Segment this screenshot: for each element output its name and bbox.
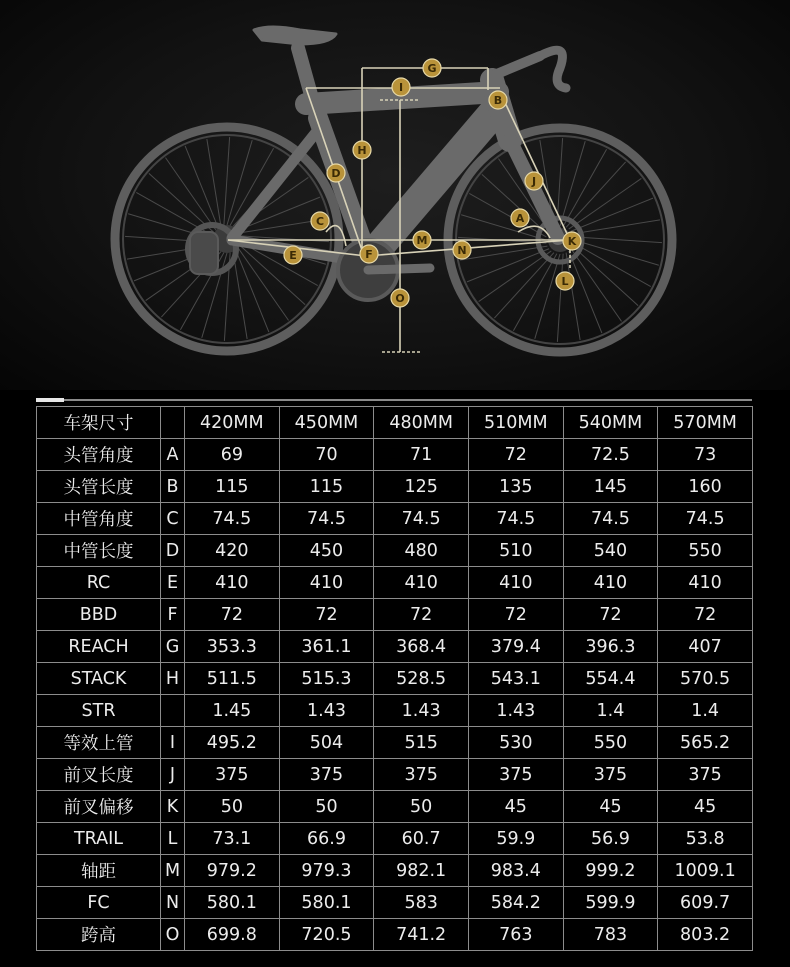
- row-label: 跨高: [37, 919, 161, 951]
- row-code: H: [161, 663, 185, 695]
- table-row: [37, 791, 753, 823]
- row-label: STACK: [37, 663, 161, 695]
- row-value: 407: [658, 631, 753, 663]
- marker-label: M: [416, 234, 428, 247]
- row-code: J: [161, 759, 185, 791]
- row-value: 70: [279, 439, 374, 471]
- row-value: 528.5: [374, 663, 469, 695]
- table-header-row: [37, 407, 753, 439]
- table-row: [37, 599, 753, 631]
- row-label: 头管长度: [37, 471, 161, 503]
- row-value: 50: [374, 791, 469, 823]
- header-size: 510MM: [468, 407, 563, 439]
- marker-label: F: [365, 248, 373, 261]
- marker-label: L: [561, 275, 569, 288]
- row-value: 72.5: [563, 439, 658, 471]
- table-row: [37, 855, 753, 887]
- table-row: [37, 695, 753, 727]
- row-value: 609.7: [658, 887, 753, 919]
- row-code: N: [161, 887, 185, 919]
- marker-a: [511, 209, 529, 227]
- row-label: 中管长度: [37, 535, 161, 567]
- row-value: 763: [468, 919, 563, 951]
- row-value: 379.4: [468, 631, 563, 663]
- row-value: 580.1: [279, 887, 374, 919]
- row-value: 599.9: [563, 887, 658, 919]
- row-value: 420: [185, 535, 280, 567]
- table-row: [37, 503, 753, 535]
- row-value: 410: [563, 567, 658, 599]
- row-value: 74.5: [468, 503, 563, 535]
- row-value: 983.4: [468, 855, 563, 887]
- row-value: 1.43: [468, 695, 563, 727]
- marker-label: J: [531, 175, 537, 188]
- marker-label: E: [289, 249, 297, 262]
- row-value: 73.1: [185, 823, 280, 855]
- table-row: [37, 663, 753, 695]
- marker-c: [311, 212, 329, 230]
- header-size: 420MM: [185, 407, 280, 439]
- row-label: 前叉长度: [37, 759, 161, 791]
- row-value: 1.43: [279, 695, 374, 727]
- row-value: 410: [279, 567, 374, 599]
- row-value: 504: [279, 727, 374, 759]
- row-value: 410: [468, 567, 563, 599]
- row-value: 115: [279, 471, 374, 503]
- row-value: 72: [563, 599, 658, 631]
- marker-e: [284, 246, 302, 264]
- row-value: 783: [563, 919, 658, 951]
- row-value: 45: [468, 791, 563, 823]
- row-value: 543.1: [468, 663, 563, 695]
- row-value: 540: [563, 535, 658, 567]
- row-value: 982.1: [374, 855, 469, 887]
- marker-m: [413, 231, 431, 249]
- row-value: 375: [185, 759, 280, 791]
- row-value: 375: [468, 759, 563, 791]
- row-label: 等效上管: [37, 727, 161, 759]
- row-code: L: [161, 823, 185, 855]
- row-value: 375: [563, 759, 658, 791]
- row-value: 480: [374, 535, 469, 567]
- row-code: I: [161, 727, 185, 759]
- row-value: 375: [374, 759, 469, 791]
- table-row: [37, 727, 753, 759]
- row-value: 396.3: [563, 631, 658, 663]
- row-value: 979.3: [279, 855, 374, 887]
- row-value: 495.2: [185, 727, 280, 759]
- row-value: 550: [658, 535, 753, 567]
- row-value: 410: [374, 567, 469, 599]
- marker-label: B: [493, 94, 503, 107]
- marker-label: A: [515, 212, 525, 225]
- header-frame-size-label: 车架尺寸: [37, 407, 161, 439]
- row-value: 999.2: [563, 855, 658, 887]
- row-value: 56.9: [563, 823, 658, 855]
- row-value: 60.7: [374, 823, 469, 855]
- row-code: M: [161, 855, 185, 887]
- row-value: 74.5: [374, 503, 469, 535]
- row-value: 1009.1: [658, 855, 753, 887]
- row-value: 74.5: [563, 503, 658, 535]
- row-value: 72: [468, 599, 563, 631]
- row-label: FC: [37, 887, 161, 919]
- row-value: 554.4: [563, 663, 658, 695]
- row-value: 515.3: [279, 663, 374, 695]
- marker-label: O: [395, 292, 405, 305]
- row-value: 71: [374, 439, 469, 471]
- row-value: 72: [468, 439, 563, 471]
- table-row: [37, 919, 753, 951]
- row-value: 135: [468, 471, 563, 503]
- header-code: [161, 407, 185, 439]
- marker-label: G: [427, 62, 437, 75]
- row-value: 550: [563, 727, 658, 759]
- row-value: 584.2: [468, 887, 563, 919]
- row-label: 中管角度: [37, 503, 161, 535]
- row-value: 511.5: [185, 663, 280, 695]
- row-value: 74.5: [185, 503, 280, 535]
- row-value: 741.2: [374, 919, 469, 951]
- row-value: 72: [185, 599, 280, 631]
- row-value: 720.5: [279, 919, 374, 951]
- row-value: 45: [563, 791, 658, 823]
- marker-j: [525, 172, 543, 190]
- header-size: 450MM: [279, 407, 374, 439]
- row-code: C: [161, 503, 185, 535]
- marker-g: [423, 59, 441, 77]
- row-value: 74.5: [658, 503, 753, 535]
- marker-label: I: [398, 81, 404, 94]
- row-value: 1.4: [563, 695, 658, 727]
- row-value: 145: [563, 471, 658, 503]
- row-value: 375: [658, 759, 753, 791]
- marker-k: [563, 232, 581, 250]
- row-value: 1.4: [658, 695, 753, 727]
- row-value: 368.4: [374, 631, 469, 663]
- marker-label: N: [457, 244, 467, 257]
- table-row: [37, 759, 753, 791]
- row-value: 74.5: [279, 503, 374, 535]
- row-value: 45: [658, 791, 753, 823]
- table-row: [37, 887, 753, 919]
- geometry-table: [36, 406, 753, 951]
- header-size: 540MM: [563, 407, 658, 439]
- row-value: 115: [185, 471, 280, 503]
- marker-o: [391, 289, 409, 307]
- row-value: 125: [374, 471, 469, 503]
- row-label: 头管角度: [37, 439, 161, 471]
- row-code: D: [161, 535, 185, 567]
- row-label: BBD: [37, 599, 161, 631]
- row-value: 53.8: [658, 823, 753, 855]
- row-code: F: [161, 599, 185, 631]
- row-value: 72: [658, 599, 753, 631]
- row-code: A: [161, 439, 185, 471]
- row-code: K: [161, 791, 185, 823]
- row-value: 530: [468, 727, 563, 759]
- bike-illustration: [0, 0, 790, 390]
- table-row: [37, 567, 753, 599]
- table-row: [37, 439, 753, 471]
- row-label: 轴距: [37, 855, 161, 887]
- row-value: 1.45: [185, 695, 280, 727]
- marker-label: K: [567, 235, 577, 248]
- marker-h: [353, 141, 371, 159]
- table-row: [37, 823, 753, 855]
- row-value: 353.3: [185, 631, 280, 663]
- row-value: 515: [374, 727, 469, 759]
- row-value: 979.2: [185, 855, 280, 887]
- marker-d: [327, 164, 345, 182]
- table-row: [37, 471, 753, 503]
- row-value: 450: [279, 535, 374, 567]
- row-value: 72: [374, 599, 469, 631]
- row-code: O: [161, 919, 185, 951]
- header-size: 480MM: [374, 407, 469, 439]
- marker-n: [453, 241, 471, 259]
- row-value: 570.5: [658, 663, 753, 695]
- row-label: RC: [37, 567, 161, 599]
- row-value: 803.2: [658, 919, 753, 951]
- row-code: E: [161, 567, 185, 599]
- row-value: 375: [279, 759, 374, 791]
- row-code: [161, 695, 185, 727]
- row-value: 72: [279, 599, 374, 631]
- row-label: 前叉偏移: [37, 791, 161, 823]
- table-row: [37, 535, 753, 567]
- row-value: 361.1: [279, 631, 374, 663]
- marker-label: C: [315, 215, 325, 228]
- row-value: 73: [658, 439, 753, 471]
- row-value: 50: [185, 791, 280, 823]
- table-top-accent: [36, 398, 64, 402]
- row-value: 410: [185, 567, 280, 599]
- row-value: 580.1: [185, 887, 280, 919]
- header-size: 570MM: [658, 407, 753, 439]
- row-value: 583: [374, 887, 469, 919]
- marker-b: [489, 91, 507, 109]
- row-code: G: [161, 631, 185, 663]
- row-value: 59.9: [468, 823, 563, 855]
- row-value: 410: [658, 567, 753, 599]
- geometry-diagram: [0, 0, 790, 390]
- row-value: 1.43: [374, 695, 469, 727]
- table-top-rule: [36, 399, 752, 401]
- row-code: B: [161, 471, 185, 503]
- row-label: TRAIL: [37, 823, 161, 855]
- marker-f: [360, 245, 378, 263]
- marker-l: [556, 272, 574, 290]
- marker-label: D: [331, 167, 341, 180]
- row-label: STR: [37, 695, 161, 727]
- row-value: 160: [658, 471, 753, 503]
- row-value: 699.8: [185, 919, 280, 951]
- row-label: REACH: [37, 631, 161, 663]
- table-row: [37, 631, 753, 663]
- row-value: 510: [468, 535, 563, 567]
- row-value: 565.2: [658, 727, 753, 759]
- row-value: 69: [185, 439, 280, 471]
- marker-i: [392, 78, 410, 96]
- marker-label: H: [357, 144, 367, 157]
- row-value: 50: [279, 791, 374, 823]
- row-value: 66.9: [279, 823, 374, 855]
